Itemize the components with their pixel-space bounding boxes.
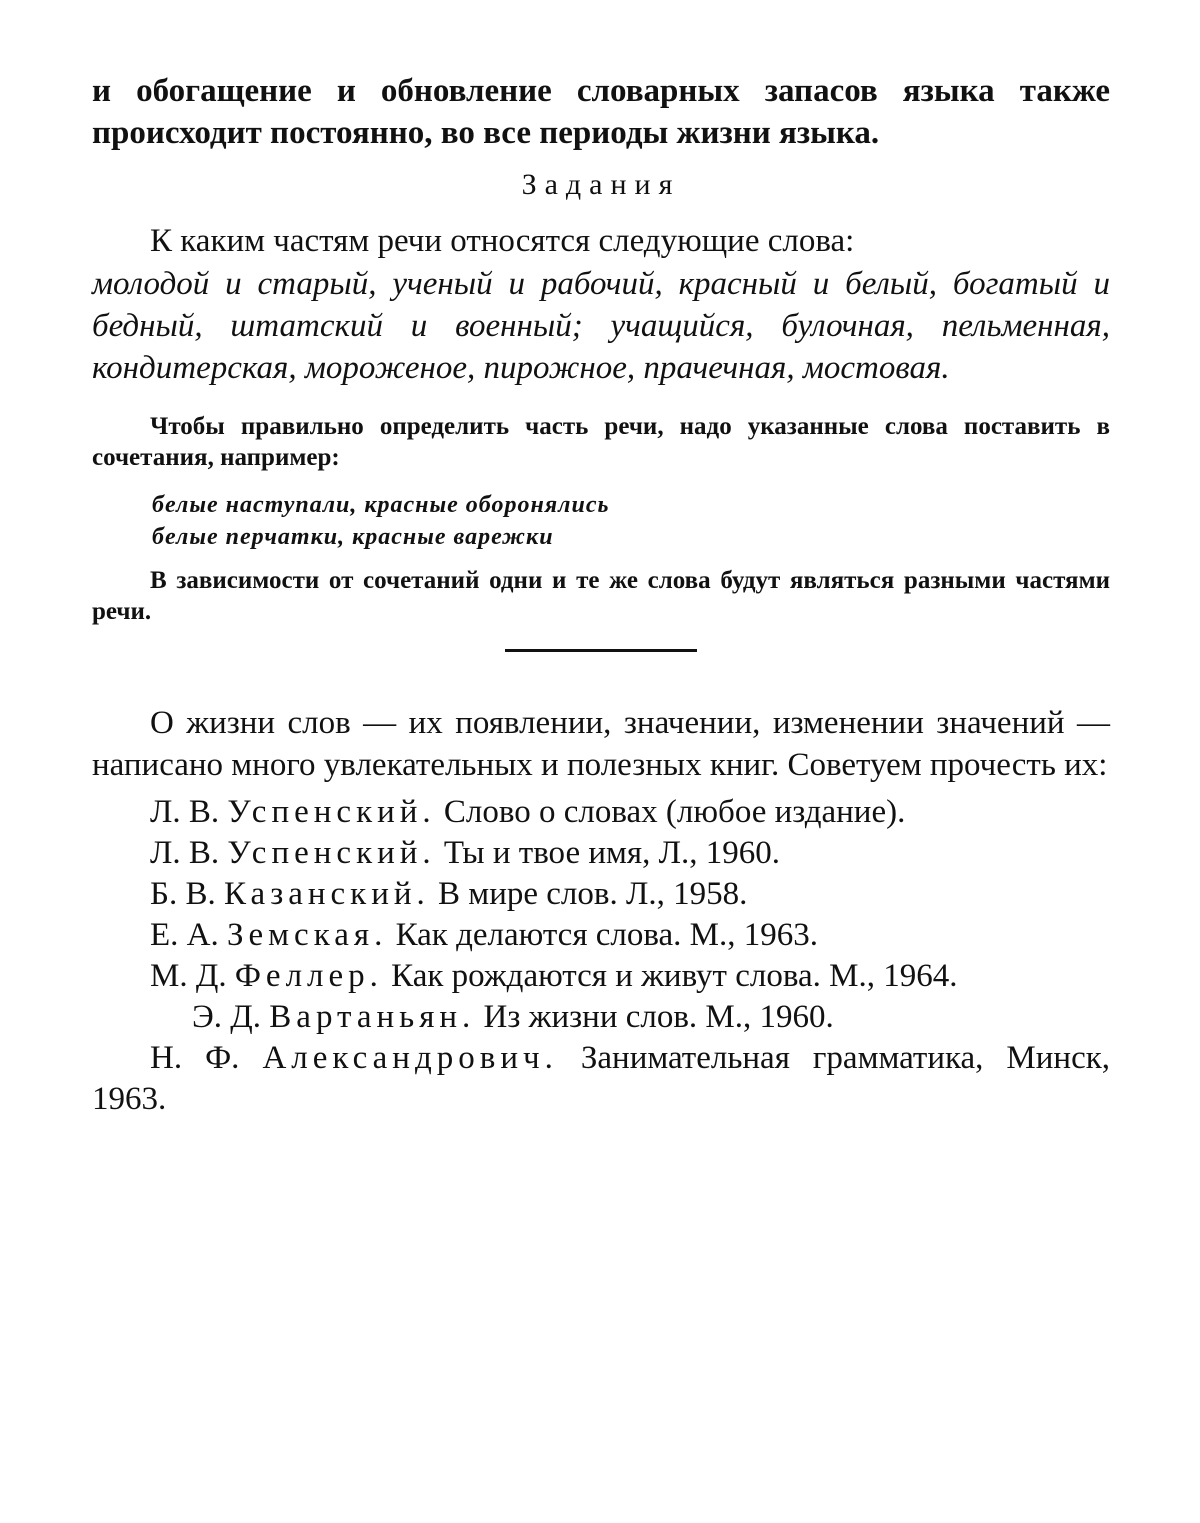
example-line: белые наступали, красные оборонялись <box>152 492 610 518</box>
example-line: белые перчатки, красные варежки <box>152 524 554 550</box>
reference-author: Феллер. <box>234 958 383 994</box>
reference-author: Успенский. <box>227 794 436 830</box>
reference-title: Как рождаются и живут слова. М., 1964. <box>391 958 958 994</box>
hint-paragraph: Чтобы правильно определить часть речи, надо указанные слова поставить в сочетания, например: <box>92 413 1110 471</box>
reference-initials: Б. В. <box>150 876 216 912</box>
section-divider <box>505 649 697 652</box>
reference-author: Земская. <box>227 917 388 953</box>
reference-item <box>92 833 1110 874</box>
reference-initials: Н. Ф. <box>150 1040 240 1076</box>
reference-title: Из жизни слов. М., 1960. <box>483 999 834 1035</box>
reference-author: Александрович. <box>262 1040 558 1076</box>
reference-item <box>92 915 1110 956</box>
reference-title: В мире слов. Л., 1958. <box>438 876 748 912</box>
reference-title: Слово о словах (любое издание). <box>443 794 906 830</box>
examples-list <box>152 489 1110 553</box>
reference-initials: Л. В. <box>150 794 220 830</box>
section-heading: Задания <box>521 168 681 201</box>
reference-item <box>92 997 1110 1038</box>
task-question: К каким частям речи относятся следующие слова: <box>150 223 855 259</box>
reference-title: Ты и твое имя, Л., 1960. <box>443 835 780 871</box>
page <box>92 70 1110 1120</box>
reference-initials: Е. А. <box>150 917 219 953</box>
reference-title: Как делаются слова. М., 1963. <box>395 917 819 953</box>
reference-initials: М. Д. <box>150 958 227 994</box>
intro-paragraph: и обогащение и обновление словарных запасов языка также происходит постоянно, во все периоды жизни языка. <box>92 73 1110 151</box>
reference-item <box>92 956 1110 997</box>
reference-initials: Л. В. <box>150 835 220 871</box>
reference-title: Занимательная грамматика, Минск, 1963. <box>92 1040 1111 1117</box>
reference-author: Казанский. <box>223 876 430 912</box>
reference-initials: Э. Д. <box>192 999 262 1035</box>
task-words: молодой и старый, ученый и рабочий, красный и белый, богатый и бедный, штатский и военный; учащийся, булочная, пельменная, кондитерская, мороженое, пирожное, прачечная, мостовая. <box>92 266 1110 386</box>
reading-intro: О жизни слов — их появлении, значении, изменении значений — написано много увлекательных и полезных книг. Советуем прочесть их: <box>92 705 1110 783</box>
reference-author: Успенский. <box>227 835 436 871</box>
conclusion-paragraph: В зависимости от сочетаний одни и те же слова будут являться разными частями речи. <box>92 567 1110 625</box>
reference-list <box>92 792 1110 1120</box>
reference-item <box>92 792 1110 833</box>
reference-item <box>92 874 1110 915</box>
reference-item <box>92 1038 1110 1120</box>
reference-author: Вартаньян. <box>269 999 476 1035</box>
